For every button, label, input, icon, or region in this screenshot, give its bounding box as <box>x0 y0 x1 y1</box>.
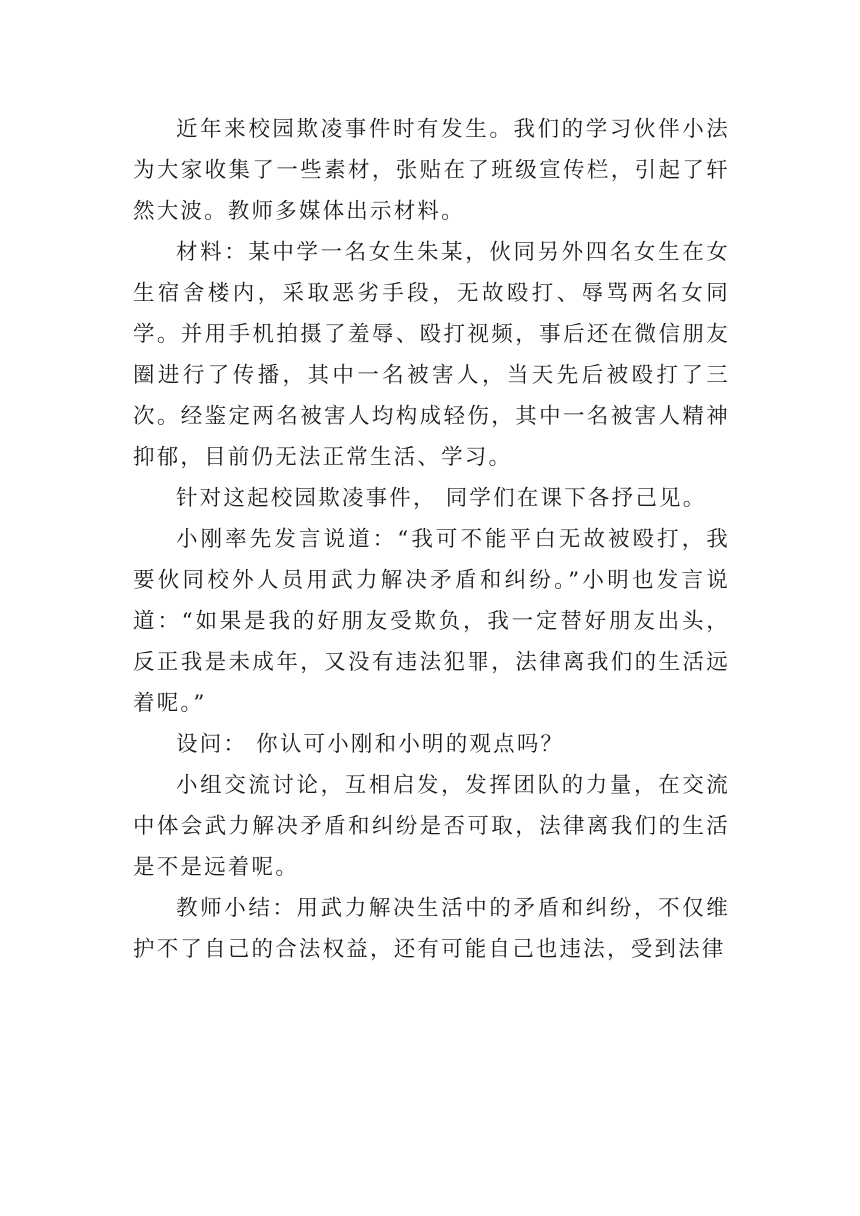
paragraph-question: 设问： 你认可小刚和小明的观点吗？ <box>176 732 565 757</box>
paragraph-discussion: 针对这起校园欺凌事件， 同学们在课下各抒己见。 <box>176 486 707 511</box>
paragraph-student-views: 小刚率先发言说道：“我可不能平白无故被殴打，我要伙同校外人员用武力解决矛盾和纠纷。”小明也发言说道：“如果是我的好朋友受欺负，我一定替好朋友出头，反正我是未成年，又没有违法犯罪，法律离我们的生活远着呢。” <box>133 527 730 716</box>
paragraph-group-discussion: 小组交流讨论，互相启发，发挥团队的力量，在交流中体会武力解决矛盾和纠纷是否可取，法律离我们的生活是不是远着呢。 <box>133 773 730 880</box>
paragraph-teacher-summary: 教师小结：用武力解决生活中的矛盾和纠纷，不仅维护不了自己的合法权益，还有可能自己也违法，受到法律 <box>133 896 730 962</box>
paragraph-intro: 近年来校园欺凌事件时有发生。我们的学习伙伴小法为大家收集了一些素材，张贴在了班级宣传栏，引起了轩然大波。教师多媒体出示材料。 <box>133 117 730 224</box>
paragraph-material: 材料：某中学一名女生朱某，伙同另外四名女生在女生宿舍楼内，采取恶劣手段，无故殴打、辱骂两名女同学。并用手机拍摄了羞辱、殴打视频，事后还在微信朋友圈进行了传播，其中一名被害人，当天先后被殴打了三次。经鉴定两名被害人均构成轻伤，其中一名被害人精神抑郁，目前仍无法正常生活、学习。 <box>133 240 730 470</box>
document-body <box>133 109 730 970</box>
